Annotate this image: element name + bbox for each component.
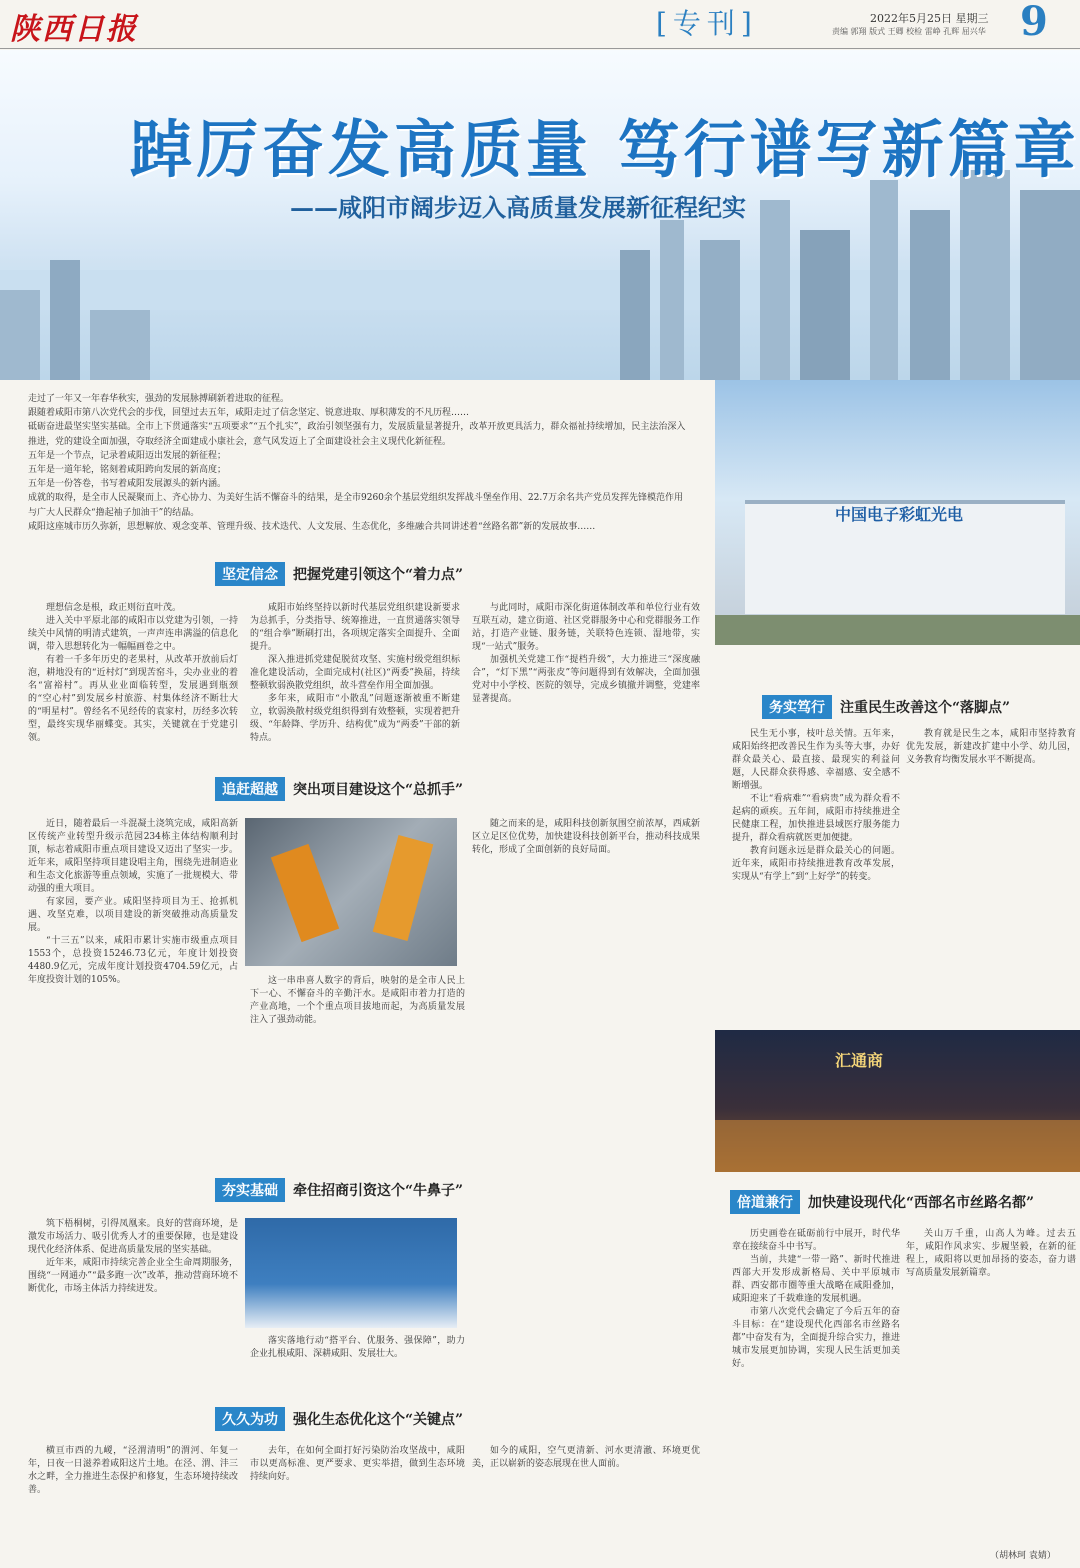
article-column [250,1445,465,1565]
section-tag: 夯实基础 [215,1178,285,1202]
building [910,210,950,380]
paragraph: 这一串串喜人数字的背后，映射的是全市人民上下一心、不懈奋斗的辛勤汗水。是咸阳市着力打造的产业高地，一个个重点项目拔地而起，为高质量发展注入了强劲动能。 [250,976,465,1025]
section-tag: 追赶超越 [215,777,285,801]
article-column [250,975,465,1165]
night-market-photo [715,1030,1080,1172]
market-sign: 汇通商 [835,1051,884,1070]
section-tag: 久久为功 [215,1407,285,1431]
building [700,240,740,380]
article-column [250,1335,465,1380]
building [660,220,684,380]
editor-credits: 责编 郭翔 版式 王卿 校检 雷峥 孔辉 屈兴华 [832,27,986,36]
article-column [906,1228,1076,1546]
paragraph: “十三五”以来，咸阳市累计实施市级重点项目1553个，总投资15246.73亿元，年度计划投资4480.9亿元，完成年度计划投资4704.59亿元，占年度投资计划的105%。 [28,936,238,985]
robot-arm [373,835,434,941]
paragraph: 去年，在如何全面打好污染防治攻坚战中，咸阳市以更高标准、更严要求、更实举措，做到生态环境持续向好。 [250,1446,465,1482]
paragraph: 多年来，咸阳市“小散乱”问题逐渐被重不断建立，软弱涣散村级党组织得到有效整顿，实现着把升级、“年龄降、学历升、结构优”成为“两委”干部的新特点。 [250,694,460,742]
paragraph: 进入关中平原北部的咸阳市以党建为引领，一持续关中风情的明清式建筑，一声声连串满溢的信息化调，带入思想转化为一幅幅画卷之中。 [28,616,238,652]
section-label: [专刊] [656,7,758,40]
paragraph: 与此同时，咸阳市深化街道体制改革和单位行业有效互联互动，建立街道、社区党群服务中心和党群服务工作站，打造产业链、服务链，关联特色连锁、湿地带，实现“一站式”服务。 [472,603,700,652]
intro-line: 咸阳这座城市历久弥新，思想解放、观念变革、管理升级、技术迭代、人文发展、生态优化，多维融合共同讲述着“丝路名都”新的发展故事…… [28,521,596,532]
dateline: 2022年5月25日 星期三 [870,12,989,25]
paragraph: 当前，共建“一带一路”、新时代推进西部大开发形成新格局、关中平原城市群、西安都市圈等重大战略在咸阳叠加，咸阳迎来了千载难逢的发展机遇。 [732,1255,900,1304]
paragraph: 如今的咸阳，空气更清新、河水更清澈、环境更优美，正以崭新的姿态展现在世人面前。 [472,1446,700,1469]
investment-forum-photo [245,1218,457,1328]
paragraph: 有家园，要产业。咸阳坚持项目为王、抢抓机遇、攻坚克难，以项目建设的新突破推动高质量发展。 [28,897,238,933]
paragraph: 近年来，咸阳市持续完善企业全生命周期服务，围绕“一网通办”“最多跑一次”改革，推动营商环境不断优化，市场主体活力持续迸发。 [28,1258,238,1294]
sub-headline: ——咸阳市阔步迈入高质量发展新征程纪实 [290,193,746,222]
paragraph: 历史画卷在砥砺前行中展开，时代华章在接续奋斗中书写。 [732,1229,900,1252]
paragraph: 咸阳市始终坚持以新时代基层党组织建设新要求为总抓手，分类指导、统筹推进，一直贯通落实领导的“组合拳”断刷打出，各项规定落实全面提升、全面提升。 [250,603,460,652]
paragraph: 有着一千多年历史的老果村，从改革开放前后灯泡，耕地没有的“近村灯”到现苦窑斗，尖办业业的着名“富裕村”。再从业业面临转型，发展遇到瓶颈的“空心村”到发展乡村旅游、村集体经济不断壮大的“明星村”。曾经名不见经传的袁家村，历经多次转型，最终实现华丽蝶变。其实，关键就在于党建引领。 [28,655,238,742]
paragraph: 教育问题永远是群众最关心的问题。近年来，咸阳市持续推进教育改革发展，实现从“有学上”到“上好学”的转变。 [732,846,900,882]
building [870,180,898,380]
newspaper-logo: 陕西日报 [10,12,138,47]
section-header [215,1407,463,1431]
crowd [715,1120,1080,1172]
building [620,250,650,380]
ground [715,615,1080,645]
article-column [28,1218,238,1378]
article-column [732,1228,900,1560]
section-header [215,777,463,801]
building [50,260,80,380]
intro-line: 五年是一份答卷，书写着咸阳发展源头的新内涵。 [28,479,227,490]
intro-line: 跟随着咸阳市第八次党代会的步伐，回望过去五年，咸阳走过了信念坚定、锐意进取、厚积薄发的不凡历程…… [28,408,470,419]
section-header [215,1178,463,1202]
intro-line: 成就的取得，是全市人民凝聚而上、齐心协力、为美好生活不懈奋斗的结果，是全市9260余个基层党组织发挥战斗堡垒作用、22.7万余名共产党员发挥先锋模范作用与广大人民群众“撸起袖子加油干”的结晶。 [28,493,683,518]
paragraph: 市第八次党代会确定了今后五年的奋斗目标：在“建设现代化西部名市丝路名都”中奋发有为，全面提升综合实力，推进城市发展更加协调，实现人民生活更加美好。 [732,1307,900,1369]
section-title: 注重民生改善这个“落脚点” [840,700,1011,716]
paragraph: 教育就是民生之本，咸阳市坚持教育优先发展，新建改扩建中小学、幼儿园，义务教育均衡发展水平不断提高。 [906,729,1076,765]
section-header [762,695,1010,719]
paragraph: 加强机关党建工作“提档升级”，大力推进三“深度融合”，“灯下黑”“两张皮”等问题得到有效解决，全面加强党对中小学校、医院的领导，完成乡镇撤并调整，党建率显著提高。 [472,655,700,704]
intro-line: 五年是一个节点，记录着咸阳迈出发展的新征程； [28,450,227,461]
paragraph: 随之而来的是，咸阳科技创新氛围空前浓厚，西咸新区立足区位优势，加快建设科技创新平台，推动科技成果转化，形成了全面创新的良好局面。 [472,819,700,855]
paragraph: 落实落地行动“搭平台、优服务、强保障”，助力企业扎根咸阳、深耕咸阳、发展壮大。 [250,1336,465,1359]
section-title: 强化生态优化这个“关键点” [293,1412,464,1428]
section-tag: 倍道兼行 [730,1190,800,1214]
section-title: 牵住招商引资这个“牛鼻子” [293,1183,464,1199]
article-column [250,602,460,742]
section-header [215,562,463,586]
section-tag: 坚定信念 [215,562,285,586]
paragraph: 深入推进抓党建促脱贫攻坚、实施村级党组织标准化建设活动，全面完成村(社区)“两委”换届，持续整顿软弱涣散党组织，故斗营垒作用全面加强。 [250,655,460,691]
paragraph: 筑下梧桐树，引得凤凰来。良好的营商环境，是激发市场活力、吸引优秀人才的重要保障，也是建设现代化经济体系、促进高质量发展的坚实基础。 [28,1219,238,1255]
article-column [732,728,900,1020]
robot-arm [271,844,339,942]
article-column [472,1445,700,1565]
article-column [472,602,700,742]
page-number: 9 [1020,0,1048,45]
section-tag: 务实笃行 [762,695,832,719]
building-sign: 中国电子彩虹光电 [835,505,964,524]
article-column [472,818,700,1166]
paragraph: 横亘市西的九嵕，“泾渭清明”的渭河、年复一年，日夜一日滋养着咸阳这片土地。在泾、渭、沣三水之畔，全力推进生态保护和修复，生态环境持续改善。 [28,1446,238,1495]
intro-line: 走过了一年又一年春华秋实，强劲的发展脉搏刷新着进取的征程。 [28,394,290,404]
article-column [28,1445,238,1565]
intro-text [28,392,688,534]
section-title: 加快建设现代化“西部名市丝路名都” [808,1195,1035,1211]
article-column [906,728,1076,1020]
building [760,200,790,380]
section-title: 突出项目建设这个“总抓手” [293,782,464,798]
article-column [28,818,238,1166]
building [960,170,1010,380]
paragraph: 关山万千重，山高人为峰。过去五年，咸阳作风求实、步履坚毅，在新的征程上，咸阳将以更加昂扬的姿态，奋力谱写高质量发展新篇章。 [906,1229,1076,1278]
masthead-rule [0,48,1080,49]
building [90,310,150,380]
section-header [730,1190,1034,1214]
building [800,230,850,380]
building [0,290,40,380]
building-photo [715,380,1080,645]
paragraph: 近日，随着最后一斗混凝土浇筑完成，咸阳高新区传统产业转型升级示范园234栋主体结构顺利封顶，标志着咸阳市重点项目建设又迈出了坚实一步。近年来，咸阳坚持项目建设唱主角，围绕先进制造业和生态文化旅游等重点领域，实施了一批规模大、带动强的重大项目。 [28,819,238,894]
paragraph: 民生无小事，枝叶总关情。五年来，咸阳始终把改善民生作为头等大事，办好群众最关心、最直接、最现实的利益问题，人民群众获得感、幸福感、安全感不断增强。 [732,729,900,791]
paragraph: 理想信念是根，政正则衍直叶茂。 [46,603,182,613]
factory-robot-photo [245,818,457,966]
section-title: 把握党建引领这个“着力点” [293,567,464,583]
byline: （胡林珂 袁婧） [990,1551,1056,1561]
building [1020,190,1080,380]
intro-line: 五年是一道年轮，铭刻着咸阳跨向发展的新高度； [28,465,227,476]
article-column [28,602,238,742]
main-headline: 踔厉奋发高质量 笃行谱写新篇章 [130,113,1080,186]
intro-line: 砥砺奋进最坚实坚实基础。全市上下贯通落实“五项要求”“五个扎实”，政治引领坚强有力，发展质量显著提升，改革开放更具活力，群众福祉持续增加，民主法治深入推进，党的建设全面加强，夺取经济全面建成小康社会，意气风发迈上了全面建设社会主义现代化新征程。 [28,422,686,447]
paragraph: 不让“看病难”“看病贵”成为群众看不起病的顽疾。五年间，咸阳市持续推进全民健康工程，加快推进县域医疗服务能力提升，群众看病就医更加便捷。 [732,794,900,843]
